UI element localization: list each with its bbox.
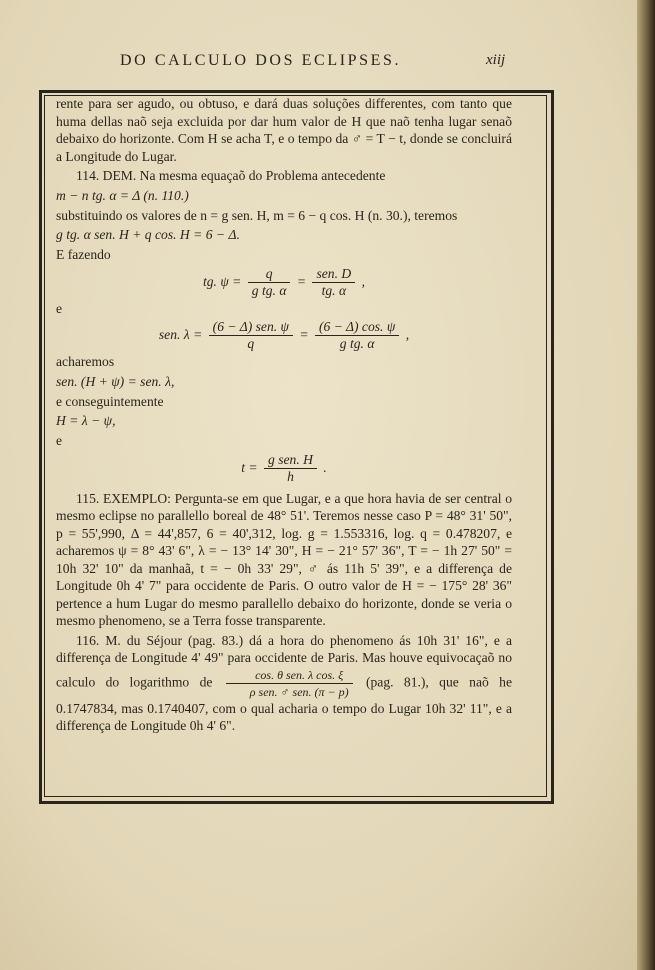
eq3-fraction-2	[312, 266, 355, 299]
eq4-f1-denominator: q	[247, 336, 255, 352]
label-acharemos: acharemos	[56, 354, 115, 369]
page-header	[0, 52, 655, 76]
eq3-f1-numerator: q	[248, 266, 291, 283]
eq7-denominator: h	[287, 468, 294, 484]
paragraph-114-body: substituindo os valores de n = g sen. H, m = 6 − q cos. H (n. 30.), teremos	[56, 207, 458, 223]
paragraph-continuation: rente para ser agudo, ou obtuso, e dará duas soluções differentes, com tanto que huma dellas naõ seja excluida por dar hum valor de H que naõ tenha lugar senaõ debaixo do horizonte. Com H se acha T, e o tempo da ♂ = T − t, donde se concluirá a Longitude do Lugar.	[56, 96, 512, 164]
equation-2: g tg. α sen. H + q cos. H = 6 − Δ.	[56, 227, 240, 242]
p116-text-b: (pag. 81.), que naõ he 0.1747834, mas 0.1740407, com o qual acharia o tempo do Lugar 10h 32' 11", e a differença de Longitude 0h 4' 6".	[56, 674, 512, 733]
eq7-tail: .	[323, 459, 327, 475]
eq3-f2-numerator: sen. D	[312, 266, 355, 283]
equation-7	[56, 450, 512, 486]
label-e-fazendo: E fazendo	[56, 247, 111, 262]
eq7-fraction	[264, 452, 317, 485]
eq3-f2-denominator: tg. α	[321, 282, 347, 298]
eq7-lhs: t =	[241, 459, 258, 475]
equation-1: m − n tg. α = Δ (n. 110.)	[56, 187, 189, 203]
label-e-2: e	[56, 433, 63, 448]
running-title: DO CALCULO DOS ECLIPSES.	[120, 52, 402, 69]
page-number: xiij	[486, 52, 506, 68]
eq3-tail: ,	[361, 273, 366, 289]
eq4-fraction-1	[209, 319, 293, 352]
eq3-equals: =	[296, 273, 307, 289]
p116-numerator: cos. θ sen. λ cos. ξ	[226, 667, 353, 684]
equation-5: sen. (H + ψ) = sen. λ,	[56, 373, 175, 389]
equation-4	[56, 317, 512, 353]
eq4-tail: ,	[405, 327, 410, 342]
eq4-lhs: sen. λ =	[158, 327, 203, 342]
equation-3	[56, 264, 512, 300]
p116-fraction	[226, 667, 353, 700]
book-spine-edge	[637, 0, 655, 970]
paragraph-116-part-1	[56, 632, 512, 735]
eq7-numerator: g sen. H	[264, 452, 317, 469]
equation-6: H = λ − ψ,	[56, 413, 116, 428]
label-conseguintemente: e conseguintemente	[56, 393, 164, 409]
label-e-1: e	[56, 300, 63, 316]
eq4-f2-denominator: g tg. α	[339, 336, 375, 352]
page-body	[56, 95, 512, 735]
paragraph-114-heading: 114. DEM. Na mesma equaçaõ do Problema antecedente	[76, 168, 386, 183]
eq3-fraction-1	[248, 266, 291, 299]
eq4-f1-numerator: (6 − Δ) sen. ψ	[209, 319, 293, 336]
eq4-f2-numerator: (6 − Δ) cos. ψ	[315, 319, 399, 336]
p116-text-a: 116. M. du Séjour (pag. 83.) dá a hora do phenomeno ás 10h 31' 16", e a differença de Longitude 4' 49" para occidente de Paris. Mas houve equivocaçaõ no calculo do logarithmo de	[56, 632, 512, 690]
paragraph-115-example: 115. EXEMPLO: Pergunta-se em que Lugar, e a que hora havia de ser central o mesmo eclipse no parallello boreal de 48° 51'. Teremos nesse caso P = 48° 31' 50", p = 55',990, Δ = 44',857, 6 = 40',312, log. g = 1.553316, log. q = 0.478207, e acharemos ψ = 8° 43' 6", λ = − 13° 14' 30", H = − 21° 57' 36", T = − 1h 27' 50" = 10h 32' 10" da manhaã, t = − 0h 33' 29", ♂ ás 11h 5' 39", e a differença de Longitude 0h 4' 7" para occidente de Paris. O outro valor de H = − 175° 28' 36" pertence a hum Lugar do mesmo parallello debaixo do horizonte, donde se veria o mesmo phenomeno, se a Terra fosse transparente.	[56, 490, 512, 628]
eq4-equals: =	[299, 327, 309, 342]
eq3-f1-denominator: g tg. α	[251, 282, 287, 298]
eq4-fraction-2	[315, 319, 399, 352]
p116-denominator: ρ sen. ♂ sen. (π − p)	[249, 684, 349, 699]
eq3-lhs: tg. ψ =	[202, 273, 242, 289]
